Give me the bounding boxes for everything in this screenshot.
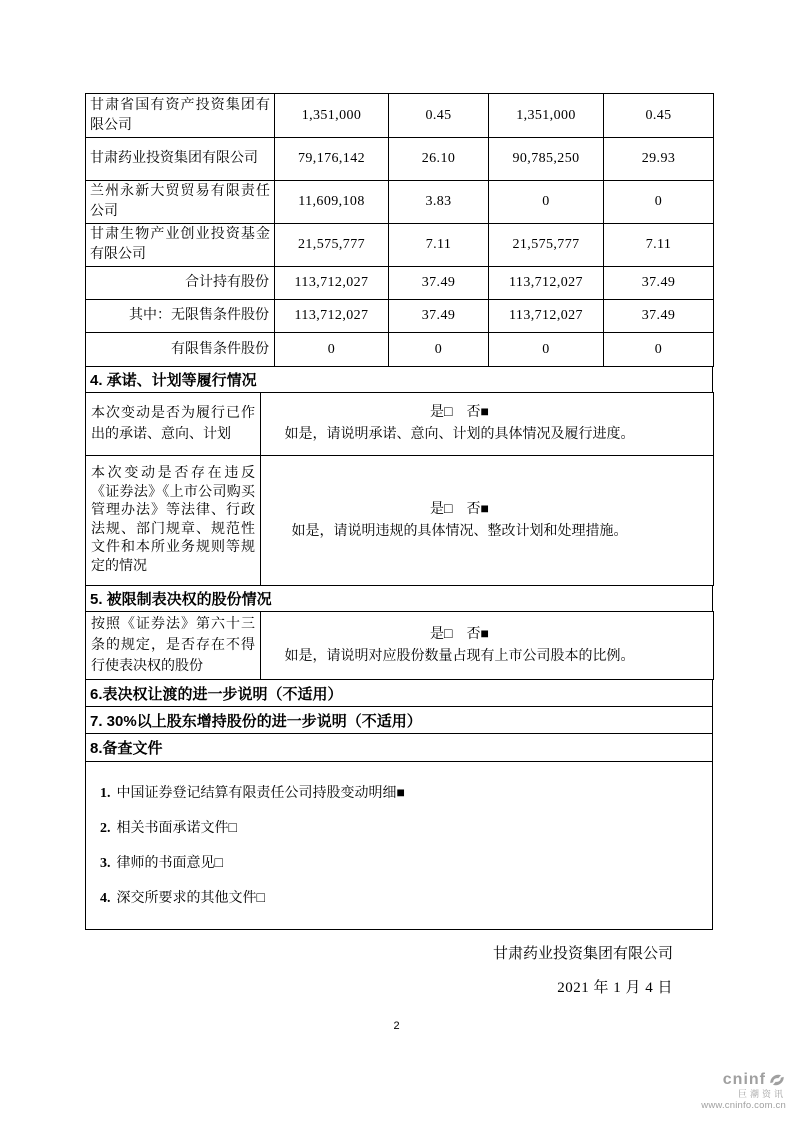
pct-after: 37.49	[604, 300, 714, 333]
answer-cell	[261, 393, 714, 456]
section-5-header	[85, 585, 713, 612]
table-row	[86, 224, 714, 267]
pct-before: 3.83	[389, 181, 489, 224]
shareholder-name: 甘肃省国有资产投资集团有限公司	[86, 94, 275, 138]
pct-after: 7.11	[604, 224, 714, 267]
restricted-row	[86, 333, 714, 367]
pct-after: 37.49	[604, 267, 714, 300]
section-7-header	[85, 706, 713, 734]
section-5-table	[85, 611, 714, 680]
document-body	[85, 93, 713, 999]
shares-before: 0	[275, 333, 389, 367]
shares-before: 21,575,777	[275, 224, 389, 267]
total-label: 合计持有股份	[86, 267, 275, 300]
answer-note: 如是，请说明承诺、意向、计划的具体情况及履行进度。	[284, 427, 635, 442]
total-row	[86, 267, 714, 300]
pct-after: 29.93	[604, 138, 714, 181]
pct-after: 0	[604, 181, 714, 224]
item-text: 中国证券登记结算有限责任公司持股变动明细■	[116, 786, 405, 801]
signature-date: 2021 年 1 月 4 日	[557, 980, 673, 996]
shares-after: 113,712,027	[489, 300, 604, 333]
pct-after: 0.45	[604, 94, 714, 138]
shares-after: 21,575,777	[489, 224, 604, 267]
section-4-header	[85, 366, 713, 393]
pct-after: 0	[604, 333, 714, 367]
list-item	[100, 818, 706, 839]
shares-after: 113,712,027	[489, 267, 604, 300]
pct-before: 7.11	[389, 224, 489, 267]
restricted-label: 有限售条件股份	[86, 333, 275, 367]
question-label: 本次变动是否为履行已作出的承诺、意向、计划	[86, 393, 261, 456]
pct-before: 0	[389, 333, 489, 367]
answer-note: 如是，请说明违规的具体情况、整改计划和处理措施。	[291, 523, 628, 539]
table-row	[86, 94, 714, 138]
item-number: 1.	[100, 786, 111, 801]
signature-block	[85, 943, 713, 999]
question-row	[86, 393, 714, 456]
yes-no-checkboxes: 是□ 否■	[430, 501, 489, 517]
table-row	[86, 181, 714, 224]
list-item	[100, 783, 706, 804]
reference-documents-cell	[85, 761, 713, 930]
pct-before: 37.49	[389, 267, 489, 300]
question-row	[86, 612, 714, 680]
cninfo-brand-text: cninf	[722, 1070, 766, 1088]
item-number: 4.	[100, 891, 111, 906]
shareholding-table	[85, 93, 714, 367]
cninfo-brand-row	[701, 1072, 786, 1088]
answer-cell	[261, 456, 714, 586]
yes-no-checkboxes: 是□ 否■	[430, 405, 489, 420]
shares-before: 113,712,027	[275, 267, 389, 300]
cninfo-url: www.cninfo.com.cn	[701, 1099, 786, 1111]
list-item	[100, 888, 706, 909]
shares-before: 113,712,027	[275, 300, 389, 333]
answer-note: 如是，请说明对应股份数量占现有上市公司股本的比例。	[284, 648, 635, 664]
item-number: 2.	[100, 821, 111, 836]
signature-company: 甘肃药业投资集团有限公司	[492, 946, 673, 962]
item-text: 律师的书面意见□	[116, 856, 223, 871]
section-8-title: 8.备查文件	[90, 740, 163, 757]
cninfo-chinese-name: 巨潮资讯	[737, 1088, 786, 1099]
shareholder-name: 兰州永新大贸贸易有限责任公司	[86, 181, 275, 224]
item-number: 3.	[100, 856, 111, 871]
section-8-header	[85, 733, 713, 762]
section-6-title: 6.表决权让渡的进一步说明（不适用）	[90, 685, 343, 703]
question-label: 按照《证券法》第六十三条的规定，是否存在不得行使表决权的股份	[86, 612, 261, 680]
shares-before: 1,351,000	[275, 94, 389, 138]
shares-after: 0	[489, 333, 604, 367]
question-label: 本次变动是否存在违反《证券法》《上市公司购买管理办法》等法律、行政法规、部门规章、规范性文件和本所业务规则等规定的情况	[86, 456, 261, 586]
shareholder-name: 甘肃生物产业创业投资基金有限公司	[86, 224, 275, 267]
section-7-title: 7. 30%以上股东增持股份的进一步说明（不适用）	[90, 712, 422, 730]
section-5-title: 5. 被限制表决权的股份情况	[90, 591, 272, 608]
list-item	[100, 853, 706, 874]
question-row	[86, 456, 714, 586]
answer-cell	[261, 612, 714, 680]
section-4-title: 4. 承诺、计划等履行情况	[90, 372, 257, 389]
shares-after: 0	[489, 181, 604, 224]
item-text: 相关书面承诺文件□	[116, 821, 237, 836]
section-4-table	[85, 392, 714, 586]
page-number: 2	[393, 1020, 400, 1032]
item-text: 深交所要求的其他文件□	[116, 891, 265, 906]
unrestricted-row	[86, 300, 714, 333]
yes-no-checkboxes: 是□ 否■	[430, 626, 489, 642]
shareholder-name: 甘肃药业投资集团有限公司	[86, 138, 275, 181]
cninfo-swirl-icon	[768, 1072, 786, 1088]
shares-before: 11,609,108	[275, 181, 389, 224]
section-6-header	[85, 679, 713, 707]
cninfo-logo	[701, 1072, 786, 1111]
pct-before: 37.49	[389, 300, 489, 333]
shares-before: 79,176,142	[275, 138, 389, 181]
shares-after: 90,785,250	[489, 138, 604, 181]
pct-before: 0.45	[389, 94, 489, 138]
shares-after: 1,351,000	[489, 94, 604, 138]
table-row	[86, 138, 714, 181]
pct-before: 26.10	[389, 138, 489, 181]
unrestricted-label: 其中：无限售条件股份	[86, 300, 275, 333]
